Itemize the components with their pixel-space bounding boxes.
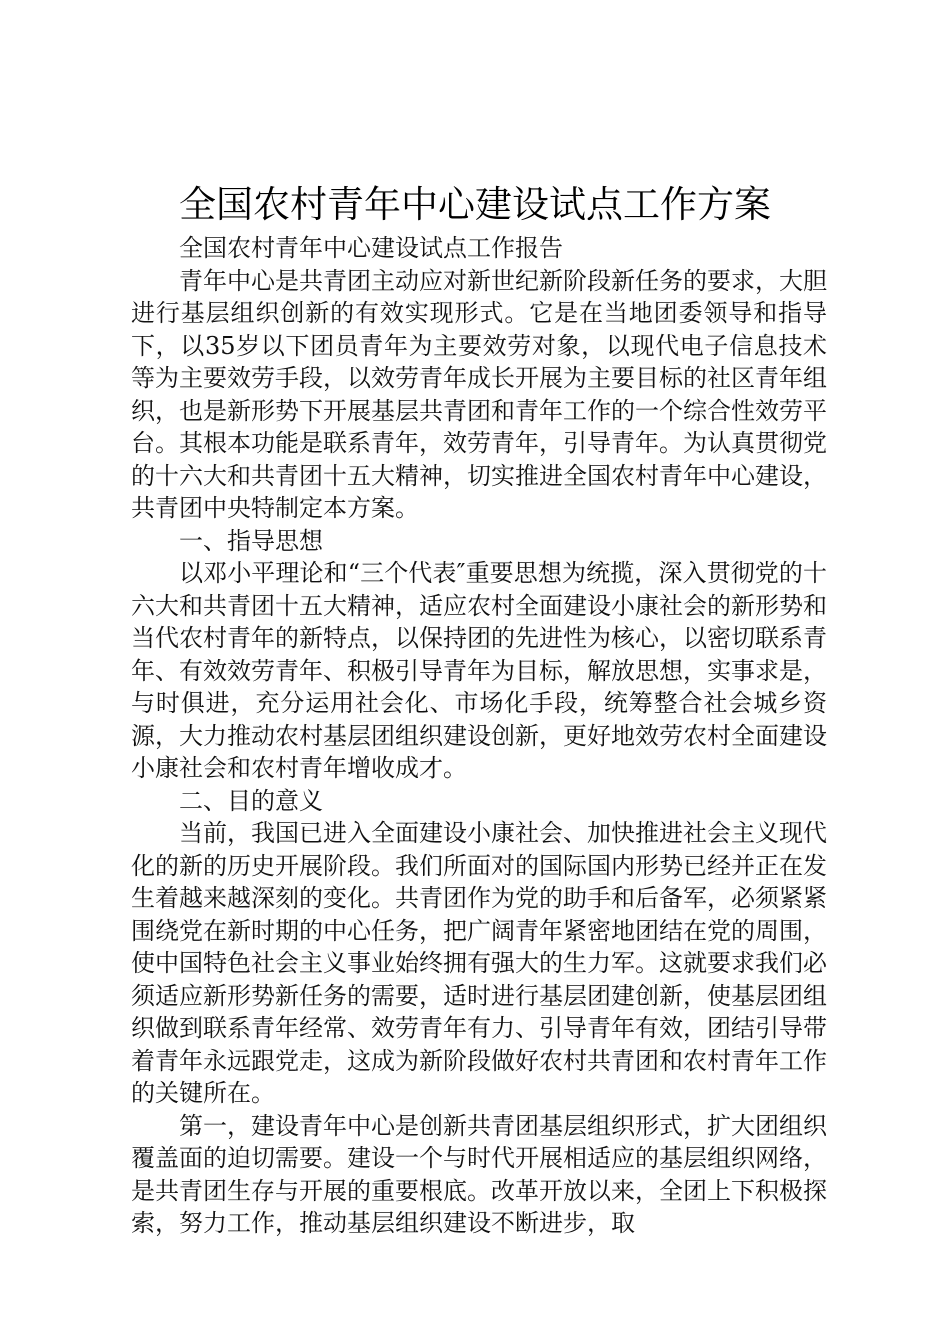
paragraph-first-point: 第一，建设青年中心是创新共青团基层组织形式，扩大团组织覆盖面的迫切需要。建设一个与时代开展相适应的基层组织网络，是共青团生存与开展的重要根底。改革开放以来，全团上下积极探索，努力工作，推动基层组织建设不断进步，取 (131, 1111, 827, 1237)
paragraph-purpose: 当前，我国已进入全面建设小康社会、加快推进社会主义现代化的新的历史开展阶段。我们所面对的国际国内形势已经并正在发生着越来越深刻的变化。共青团作为党的助手和后备军，必须紧紧围绕党在新时期的中心任务，把广阔青年紧密地团结在党的周围，使中国特色社会主义事业始终拥有强大的生力军。这就要求我们必须适应新形势新任务的需要，适时进行基层团建创新，使基层团组织做到联系青年经常、效劳青年有力、引导青年有效，团结引导带着青年永远跟党走，这成为新阶段做好农村共青团和农村青年工作的关键所在。 (131, 819, 827, 1107)
section-heading-guiding-ideology: 一、指导思想 (179, 526, 323, 555)
document-body (131, 232, 827, 1240)
document-title: 全国农村青年中心建设试点工作方案 (179, 183, 771, 226)
paragraph-intro: 青年中心是共青团主动应对新世纪新阶段新任务的要求，大胆进行基层组织创新的有效实现形式。它是在当地团委领导和指导下，以35岁以下团员青年为主要效劳对象，以现代电子信息技术等为主要效劳手段，以效劳青年成长开展为主要目标的社区青年组织，也是新形势下开展基层共青团和青年工作的一个综合性效劳平台。其根本功能是联系青年，效劳青年，引导青年。为认真贯彻党的十六大和共青团十五大精神，切实推进全国农村青年中心建设，共青团中央特制定本方案。 (131, 266, 827, 522)
paragraph-guiding-ideology: 以邓小平理论和“三个代表″重要思想为统揽，深入贯彻党的十六大和共青团十五大精神，适应农村全面建设小康社会的新形势和当代农村青年的新特点，以保持团的先进性为核心，以密切联系青年、有效效劳青年、积极引导青年为目标，解放思想，实事求是，与时俱进，充分运用社会化、市场化手段，统筹整合社会城乡资源，大力推动农村基层团组织建设创新，更好地效劳农村全面建设小康社会和农村青年增收成才。 (131, 559, 827, 782)
section-heading-purpose: 二、目的意义 (179, 786, 323, 815)
paragraph-report-heading: 全国农村青年中心建设试点工作报告 (179, 234, 563, 262)
